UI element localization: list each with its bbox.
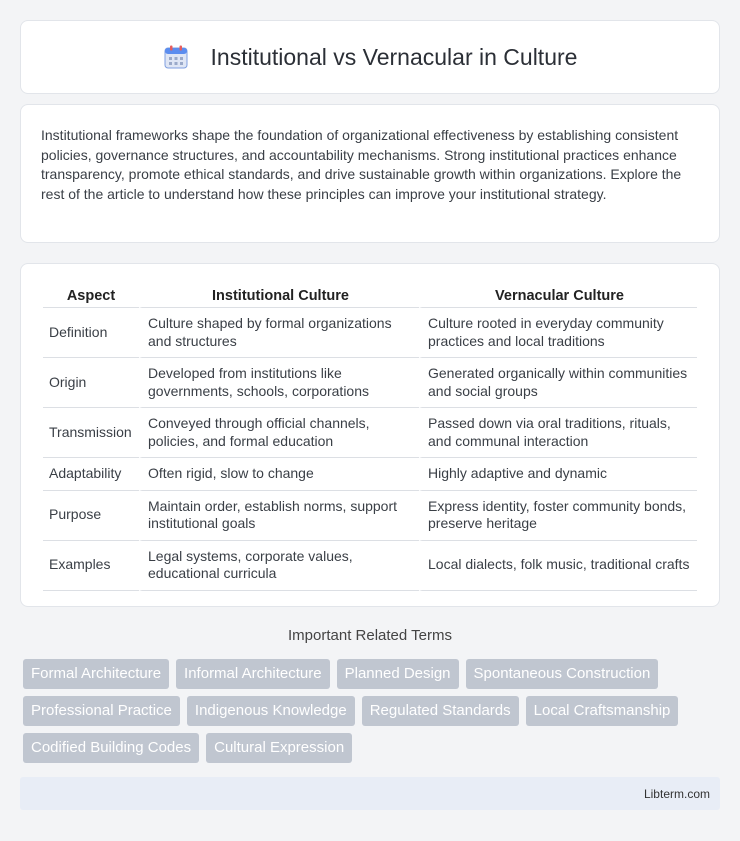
institutional-cell: Conveyed through official channels, policies, and formal education [139, 408, 419, 458]
footer [20, 777, 720, 810]
related-term-tag[interactable]: Cultural Expression [206, 733, 352, 763]
institutional-cell: Culture shaped by formal organizations and structures [139, 308, 419, 358]
related-terms-title: Important Related Terms [288, 627, 452, 644]
aspect-cell: Transmission [43, 408, 139, 458]
related-term-tag[interactable]: Planned Design [337, 659, 459, 689]
table-row [43, 491, 697, 541]
table-row [43, 408, 697, 458]
vernacular-cell: Culture rooted in everyday community practices and local traditions [419, 308, 697, 358]
vernacular-cell: Highly adaptive and dynamic [419, 458, 697, 491]
header-aspect: Aspect [43, 284, 139, 308]
institutional-cell: Often rigid, slow to change [139, 458, 419, 491]
institutional-cell: Legal systems, corporate values, educational curricula [139, 541, 419, 591]
header-vernacular: Vernacular Culture [419, 284, 697, 308]
calendar-icon [163, 44, 189, 70]
aspect-cell: Purpose [43, 491, 139, 541]
comparison-card [20, 263, 720, 607]
footer-site-link[interactable]: Libterm.com [643, 787, 710, 801]
aspect-cell: Examples [43, 541, 139, 591]
intro-text: Institutional frameworks shape the foundation of organizational effectiveness by establishing consistent policies, governance structures, and accountability mechanisms. Strong institutional practices enhance transparency, promote ethical standards, and drive sustainable growth within organizations. Explore the rest of the article to understand how these principles can improve your institutional strategy. [41, 127, 682, 203]
intro-card [20, 104, 720, 243]
related-term-tag[interactable]: Formal Architecture [23, 659, 169, 689]
vernacular-cell: Local dialects, folk music, traditional crafts [419, 541, 697, 591]
header-card [20, 20, 720, 94]
table-row [43, 541, 697, 591]
related-term-tag[interactable]: Indigenous Knowledge [187, 696, 355, 726]
related-term-tag[interactable]: Regulated Standards [362, 696, 519, 726]
aspect-cell: Adaptability [43, 458, 139, 491]
comparison-table [43, 284, 697, 591]
institutional-cell: Maintain order, establish norms, support institutional goals [139, 491, 419, 541]
related-term-tag[interactable]: Informal Architecture [176, 659, 330, 689]
table-row [43, 458, 697, 491]
table-row [43, 308, 697, 358]
aspect-cell: Origin [43, 358, 139, 408]
vernacular-cell: Passed down via oral traditions, rituals, and communal interaction [419, 408, 697, 458]
related-term-tag[interactable]: Local Craftsmanship [526, 696, 679, 726]
page-title: Institutional vs Vernacular in Culture [210, 43, 578, 70]
related-term-tag[interactable]: Codified Building Codes [23, 733, 199, 763]
aspect-cell: Definition [43, 308, 139, 358]
related-term-tag[interactable]: Professional Practice [23, 696, 180, 726]
header-institutional: Institutional Culture [139, 284, 419, 308]
vernacular-cell: Generated organically within communities and social groups [419, 358, 697, 408]
related-term-tag[interactable]: Spontaneous Construction [466, 659, 659, 689]
table-header-row [43, 284, 697, 308]
institutional-cell: Developed from institutions like governments, schools, corporations [139, 358, 419, 408]
vernacular-cell: Express identity, foster community bonds, preserve heritage [419, 491, 697, 541]
table-row [43, 358, 697, 408]
related-terms-list [23, 659, 723, 770]
